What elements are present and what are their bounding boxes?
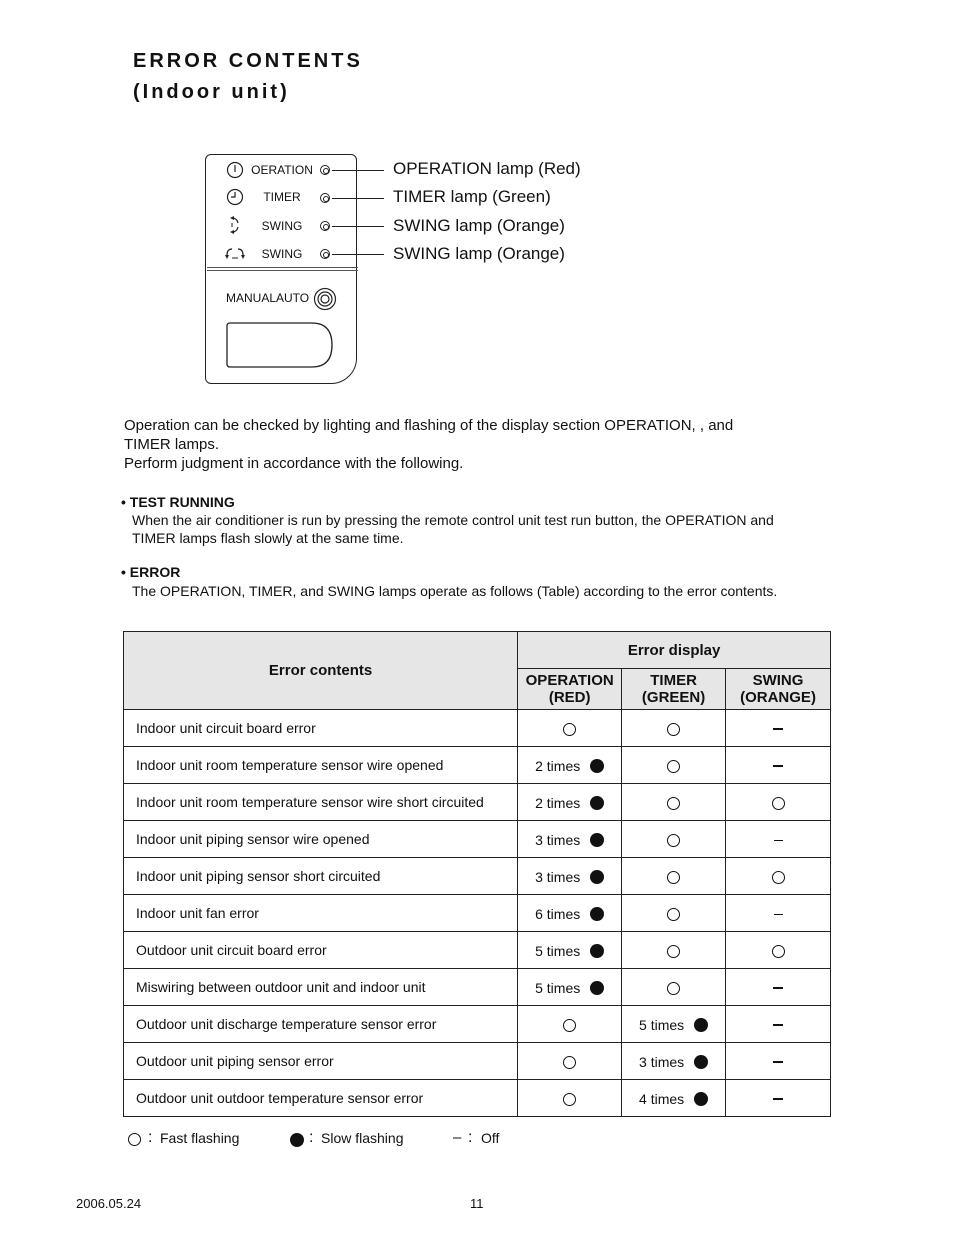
slow-flashing-icon [694, 1055, 708, 1069]
timer-cell [622, 1080, 726, 1117]
panel-label-timer: TIMER [263, 190, 301, 204]
legend-colon: : [468, 1129, 473, 1146]
table-row [124, 821, 831, 858]
operation-cell [518, 1043, 622, 1080]
off-dash-icon [774, 914, 783, 915]
header-error-contents: Error contents [124, 632, 518, 710]
fast-flashing-icon [667, 908, 680, 921]
error-name: Outdoor unit piping sensor error [124, 1043, 518, 1080]
callout-swing-lamp: SWING lamp (Orange) [393, 216, 565, 235]
swing-cell [726, 969, 831, 1006]
error-name: Indoor unit fan error [124, 895, 518, 932]
timer-cell [622, 710, 726, 747]
operation-cell [518, 784, 622, 821]
table-row [124, 747, 831, 784]
header-error-display: Error display [518, 632, 831, 669]
off-dash-icon [773, 1098, 783, 1100]
fast-flashing-icon [667, 797, 680, 810]
operation-cell [518, 1006, 622, 1043]
swing-cell [726, 784, 831, 821]
timer-lamp [320, 193, 330, 203]
leader-line [332, 254, 384, 255]
table-row [124, 969, 831, 1006]
off-dash-icon [773, 765, 783, 767]
manual-auto-label: MANUALAUTO [226, 291, 310, 305]
error-text: The OPERATION, TIMER, and SWING lamps operate as follows (Table) according to the error contents. [132, 583, 778, 599]
off-dash-icon [774, 840, 783, 841]
header-swing-name: SWING [752, 672, 804, 689]
leader-line [332, 170, 384, 171]
swing-cell [726, 932, 831, 969]
error-name: Indoor unit room temperature sensor wire short circuited [124, 784, 518, 821]
header-timer-color: (GREEN) [641, 689, 706, 706]
fast-flashing-icon [772, 797, 785, 810]
operation-cell [518, 895, 622, 932]
slow-flashing-icon [590, 907, 604, 921]
flash-count: 2 times [535, 794, 581, 811]
off-dash-icon [773, 728, 783, 730]
fast-flashing-icon [667, 945, 680, 958]
table-row [124, 710, 831, 747]
slow-flashing-icon [590, 981, 604, 995]
fast-flashing-icon [563, 1093, 576, 1106]
fast-flashing-icon [667, 760, 680, 773]
error-heading: • ERROR [121, 564, 181, 580]
flash-count: 5 times [535, 979, 581, 996]
flash-count: 4 times [639, 1090, 685, 1107]
timer-cell [622, 969, 726, 1006]
fast-flashing-icon [667, 834, 680, 847]
flash-count: 3 times [535, 831, 581, 848]
intro-line: TIMER lamps. [124, 436, 220, 453]
table-row [124, 1043, 831, 1080]
header-swing-color: (ORANGE) [740, 689, 816, 706]
timer-cell [622, 784, 726, 821]
error-name: Outdoor unit circuit board error [124, 932, 518, 969]
timer-cell [622, 932, 726, 969]
table-row [124, 1006, 831, 1043]
footer-date: 2006.05.24 [76, 1196, 142, 1211]
flash-count: 2 times [535, 757, 581, 774]
table-row [124, 784, 831, 821]
callout-operation-lamp: OPERATION lamp (Red) [393, 159, 581, 178]
timer-cell [622, 1006, 726, 1043]
callout-swing-lamp: SWING lamp (Orange) [393, 244, 565, 263]
legend-colon: : [148, 1129, 153, 1146]
slow-flashing-icon [590, 796, 604, 810]
header-operation-name: OPERATION [525, 672, 614, 689]
fast-flashing-icon [563, 1056, 576, 1069]
table-row [124, 1080, 831, 1117]
off-dash-icon: – [453, 1129, 462, 1146]
page-subtitle: (Indoor unit) [133, 81, 290, 103]
panel-label-swing-vertical: SWING [261, 219, 303, 233]
error-name: Outdoor unit outdoor temperature sensor error [124, 1080, 518, 1117]
timer-cell [622, 858, 726, 895]
error-name: Indoor unit room temperature sensor wire opened [124, 747, 518, 784]
fast-flashing-icon [128, 1133, 141, 1146]
swing-lamp-horizontal [320, 249, 330, 259]
table-row [124, 895, 831, 932]
header-timer [622, 669, 726, 710]
off-dash-icon [773, 987, 783, 989]
timer-cell [622, 747, 726, 784]
fast-flashing-icon [667, 871, 680, 884]
operation-cell [518, 747, 622, 784]
error-table [123, 631, 831, 1117]
swing-cell [726, 895, 831, 932]
panel-divider [207, 270, 358, 271]
swing-lamp-vertical [320, 221, 330, 231]
table-row [124, 858, 831, 895]
legend-colon: : [309, 1129, 314, 1146]
legend-slow-flashing: Slow flashing [321, 1130, 404, 1146]
operation-cell [518, 821, 622, 858]
table-row [124, 932, 831, 969]
page-title: ERROR CONTENTS [133, 50, 363, 72]
fast-flashing-icon [563, 1019, 576, 1032]
fast-flashing-icon [667, 982, 680, 995]
test-running-text: When the air conditioner is run by pressing the remote control unit test run button, the OPERATION and [132, 512, 774, 528]
intro-line: Perform judgment in accordance with the following. [124, 455, 464, 472]
panel-label-operation: OERATION [251, 163, 313, 177]
timer-cell [622, 821, 726, 858]
swing-cell [726, 858, 831, 895]
leader-line [332, 198, 384, 199]
intro-line: Operation can be checked by lighting and flashing of the display section OPERATION, , and [124, 417, 734, 434]
test-running-text: TIMER lamps flash slowly at the same time. [132, 530, 404, 546]
error-name: Indoor unit piping sensor wire opened [124, 821, 518, 858]
fast-flashing-icon [667, 723, 680, 736]
off-dash-icon [773, 1024, 783, 1026]
legend-off: Off [481, 1130, 500, 1146]
swing-cell [726, 710, 831, 747]
operation-cell [518, 1080, 622, 1117]
operation-cell [518, 969, 622, 1006]
timer-cell [622, 895, 726, 932]
test-running-heading: • TEST RUNNING [121, 494, 235, 510]
operation-cell [518, 932, 622, 969]
flash-count: 5 times [535, 942, 581, 959]
error-name: Indoor unit piping sensor short circuited [124, 858, 518, 895]
swing-cell [726, 1080, 831, 1117]
operation-lamp [320, 165, 330, 175]
leader-line [332, 226, 384, 227]
flash-count: 5 times [639, 1016, 685, 1033]
flash-count: 3 times [639, 1053, 685, 1070]
slow-flashing-icon [290, 1133, 304, 1147]
header-timer-name: TIMER [650, 672, 697, 689]
callout-timer-lamp: TIMER lamp (Green) [393, 187, 551, 206]
timer-cell [622, 1043, 726, 1080]
operation-cell [518, 858, 622, 895]
panel-label-swing-horizontal: SWING [261, 247, 303, 261]
flash-count: 6 times [535, 905, 581, 922]
off-dash-icon [773, 1061, 783, 1063]
fast-flashing-icon [772, 945, 785, 958]
swing-cell [726, 1006, 831, 1043]
manual-auto-button[interactable] [313, 287, 337, 311]
slow-flashing-icon [590, 759, 604, 773]
slow-flashing-icon [694, 1092, 708, 1106]
panel-divider [207, 267, 358, 268]
header-operation-color: (RED) [548, 689, 591, 706]
slow-flashing-icon [694, 1018, 708, 1032]
slow-flashing-icon [590, 944, 604, 958]
page-number: 11 [470, 1196, 484, 1211]
operation-cell [518, 710, 622, 747]
error-name: Indoor unit circuit board error [124, 710, 518, 747]
swing-cell [726, 747, 831, 784]
swing-cell [726, 1043, 831, 1080]
fast-flashing-icon [563, 723, 576, 736]
error-name: Miswiring between outdoor unit and indoor unit [124, 969, 518, 1006]
flash-count: 3 times [535, 868, 581, 885]
slow-flashing-icon [590, 833, 604, 847]
fast-flashing-icon [772, 871, 785, 884]
swing-cell [726, 821, 831, 858]
header-operation [518, 669, 622, 710]
receiver-window [226, 322, 334, 368]
header-swing [726, 669, 831, 710]
slow-flashing-icon [590, 870, 604, 884]
legend-fast-flashing: Fast flashing [160, 1130, 240, 1146]
error-name: Outdoor unit discharge temperature sensor error [124, 1006, 518, 1043]
